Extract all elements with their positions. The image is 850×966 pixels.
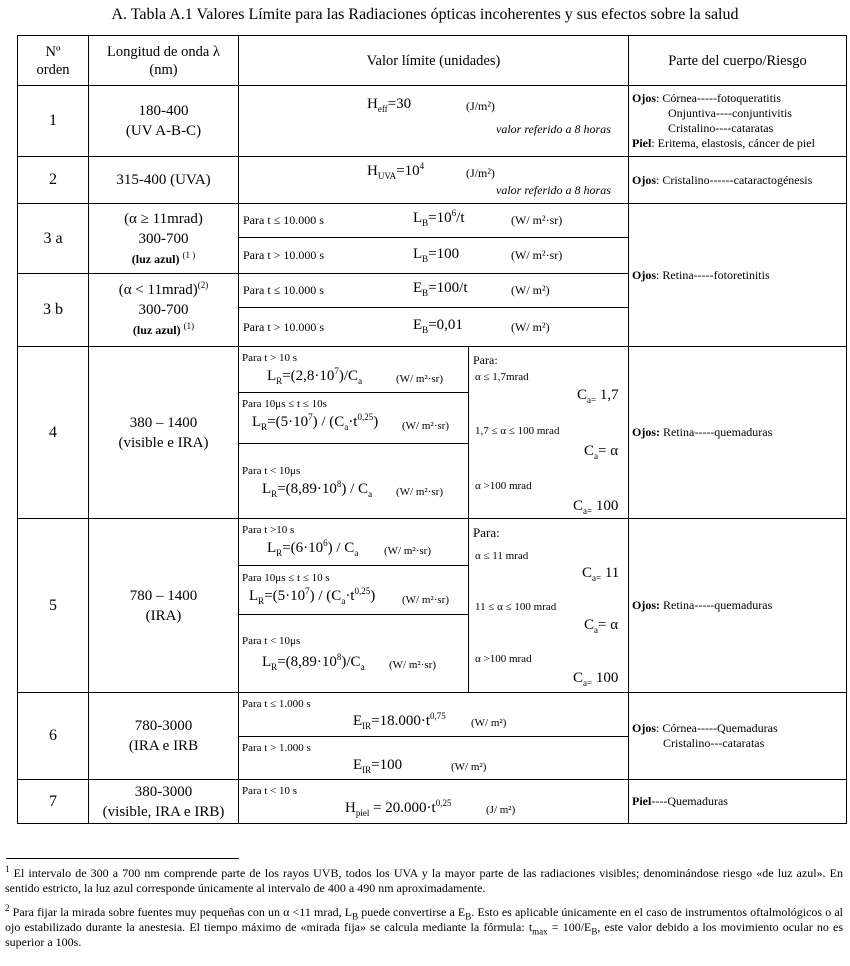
row-1-risk: Ojos: Córnea-----fotoqueratitis Onjuntiva----conjuntivitis Cristalino----cataratas Piel: Eritema, elastosis, cáncer de piel <box>629 86 847 157</box>
limit-values-table <box>17 35 847 824</box>
row-4-alpha-2: 1,7 ≤ α ≤ 100 mrad <box>475 425 560 437</box>
row-3a-unit-1: (W/ m²·sr) <box>511 213 563 227</box>
row-5-formula-2: $L_R=(5\cdot 10^7) / (C_a\cdot t^{0,25})$ <box>249 586 376 606</box>
header-limit-value: Valor límite (unidades) <box>239 36 629 86</box>
row-7-band: (visible, IRA e IRB) <box>102 803 225 820</box>
row-6-wavelength <box>89 693 239 780</box>
footnote-2: $^2$ Para fijar la mirada sobre fuentes muy pequeñas con un α <11 mrad, $L_B$ puede convertirse a $E_B$. Esto es aplicable únicamente en el caso de instrumentos oftalmológicos o al ojo estabilizado durante la anestesia. El tiempo máximo de «mirada fija» se calcula mediante la fórmula: $t_{max} = 100/E_B$, este valor debido a los movimiento ocular no es superior a 100s. <box>5 903 843 949</box>
row-7-cond-1: Para t < 10 s <box>242 785 298 797</box>
row-1-band: (UV A-B-C) <box>125 123 202 139</box>
row-3b-wavelength: (α < 11mrad)$^{(2)}$ 300-700 (luz azul) $^{(1)}$ <box>89 274 239 347</box>
header-body-risk: Parte del cuerpo/Riesgo <box>629 36 847 86</box>
row-2-risk: Ojos: Cristalino------cataractogénesis <box>629 157 847 204</box>
row-6-cond-2: Para t > 1.000 s <box>242 742 311 754</box>
row-2-formula: $H_{UVA}=10^4$ <box>367 161 425 181</box>
row-4-formula-1: $L_R=(2,8\cdot 10^7)/C_a$ <box>267 366 363 386</box>
row-1-formula: $H_{eff}=30$ <box>367 96 412 114</box>
row-3a-condition: (α ≥ 11mrad) <box>124 210 203 227</box>
row-2-limit <box>239 157 629 204</box>
row-3b-band: (luz azul) <box>132 323 181 337</box>
row-3a-number: 3 a <box>18 204 89 274</box>
row-3a-wavelength: (α ≥ 11mrad) 300-700 (luz azul) $^{(1 )}$ <box>89 204 239 274</box>
row-7-formula-1: $H_{piel} = 20.000\cdot t^{0,25}$ <box>345 798 452 818</box>
row-3a-band: (luz azul) <box>131 251 180 266</box>
row-4-cond-3: Para t < 10μs <box>242 465 301 477</box>
row-1-limit <box>239 86 629 157</box>
row-4-para: Para: <box>473 353 498 367</box>
row-5-wavelength <box>89 519 239 693</box>
row-3a-cond-1: Para t ≤ 10.000 s <box>243 213 324 227</box>
row-5-para: Para: <box>473 525 500 540</box>
row-3b-limit-2 <box>239 308 629 347</box>
row-5-alpha-3: α >100 mrad <box>475 653 532 665</box>
row-5-alpha-1: α ≤ 11 mrad <box>475 550 529 562</box>
row-6-unit-2: (W/ m²) <box>451 761 487 773</box>
row-3b-limit-1 <box>239 274 629 308</box>
row-2-note: valor referido a 8 horas <box>496 183 611 197</box>
row-7-unit-1: (J/ m²) <box>486 804 516 816</box>
row-5-range: 780 – 1400 <box>129 587 198 604</box>
row-5-ca-1: $C_{a=}$ 11 <box>582 565 620 583</box>
row-4-wavelength <box>89 347 239 519</box>
row-5-formula-1: $L_R=(6\cdot 10^6) / C_a$ <box>267 538 359 558</box>
row-3b-range: 300-700 <box>138 302 189 318</box>
row-6-unit-1: (W/ m²) <box>471 717 507 729</box>
row-3b-unit-2: (W/ m²) <box>511 320 550 334</box>
row-4-ca-3: $C_{a=}$ 100 <box>573 498 619 516</box>
row-4-unit-1: (W/ m²·sr) <box>396 373 443 385</box>
row-7-wavelength <box>89 780 239 824</box>
row-4-cond-1: Para t > 10 s <box>242 352 298 364</box>
row-1-unit: (J/m²) <box>466 99 495 113</box>
row-4-unit-3: (W/ m²·sr) <box>396 486 443 498</box>
row-6-number: 6 <box>18 693 89 780</box>
row-6-risk: Ojos: Córnea-----Quemaduras Cristalino---cataratas <box>629 693 847 780</box>
row-5-unit-2: (W/ m²·sr) <box>402 594 449 606</box>
row-3b-condition: (α < 11mrad) <box>118 282 198 298</box>
row-7-number: 7 <box>18 780 89 824</box>
row-5-formula-3: $L_R=(8,89\cdot 10^8)/C_a$ <box>262 652 365 672</box>
row-6-range: 780-3000 <box>134 718 193 734</box>
row-3a-formula-1: $L_B=10^6/t$ <box>413 208 465 228</box>
row-5-ca-2: $C_a= \alpha$ <box>584 617 619 635</box>
row-3b-formula-1: $E_B=100/t$ <box>413 280 468 298</box>
table-title: A. Tabla A.1 Valores Límite para las Radiaciones ópticas incoherentes y sus efectos sobre la salud <box>111 6 739 23</box>
table-row-1 <box>18 86 847 157</box>
row-3a-limit-1 <box>239 204 629 238</box>
row-5-unit-1: (W/ m²·sr) <box>384 545 431 557</box>
row-3b-cond-2: Para t > 10.000 s <box>243 320 325 334</box>
row-3a-range: 300-700 <box>138 230 189 247</box>
row-4-risk: Ojos: Retina-----quemaduras <box>629 347 847 519</box>
row-3-risk: Ojos: Retina-----fotoretinitis <box>629 204 847 347</box>
row-4-limit <box>239 347 629 519</box>
row-4-number: 4 <box>18 347 89 519</box>
row-2-unit: (J/m²) <box>466 166 495 180</box>
row-6-formula-1: $E_{IR}=18.000\cdot t^{0,75}$ <box>353 711 446 731</box>
row-3b-formula-2: $E_B=0,01$ <box>413 317 463 335</box>
row-4-alpha-3: α >100 mrad <box>475 480 532 492</box>
row-5-number: 5 <box>18 519 89 693</box>
row-4-range: 380 – 1400 <box>129 414 198 431</box>
table-row-5 <box>18 519 847 693</box>
row-4-cond-2: Para 10μs ≤ t ≤ 10s <box>242 398 327 410</box>
row-3b-cond-1: Para t ≤ 10.000 s <box>243 283 324 297</box>
header-wavelength: Longitud de onda λ (nm) <box>89 36 239 86</box>
row-4-formula-3: $L_R=(8,89\cdot 10^8) / C_a$ <box>262 479 373 499</box>
row-3a-cond-2: Para t > 10.000 s <box>243 248 325 262</box>
table-row-4 <box>18 347 847 519</box>
row-5-limit <box>239 519 629 693</box>
row-6-band: (IRA e IRB <box>128 738 199 754</box>
row-4-alpha-1: α ≤ 1,7mrad <box>475 371 529 383</box>
footnote-separator <box>6 858 239 859</box>
header-order: Nº orden <box>18 36 89 86</box>
table-row-2 <box>18 157 847 204</box>
row-7-limit <box>239 780 629 824</box>
table-row-7 <box>18 780 847 824</box>
table-row-3a-1 <box>18 204 847 238</box>
row-5-risk: Ojos: Retina-----quemaduras <box>629 519 847 693</box>
row-2-wavelength: 315-400 (UVA) <box>89 157 239 204</box>
row-1-range: 180-400 <box>138 103 189 119</box>
row-6-cond-1: Para t ≤ 1.000 s <box>242 698 311 710</box>
row-6-limit-1 <box>239 693 629 737</box>
footnote-1: $^1$ El intervalo de 300 a 700 nm comprende parte de los rayos UVB, todos los UVA y la mayor parte de las radiaciones visibles; denominándose riesgo «de luz azul». En sentido estricto, la luz azul corresponde únicamente al intervalo de 400 a 490 nm aproximadamente. <box>5 864 844 895</box>
row-3a-limit-2 <box>239 238 629 274</box>
row-4-ca-2: $C_a= \alpha$ <box>584 443 619 461</box>
table-row-6-1 <box>18 693 847 737</box>
row-7-range: 380-3000 <box>134 783 193 800</box>
row-6-limit-2 <box>239 737 629 780</box>
row-5-band: (IRA) <box>145 607 182 624</box>
row-4-formula-2: $L_R=(5\cdot 10^7) / (C_a\cdot t^{0,25})$ <box>252 412 379 432</box>
row-4-unit-2: (W/ m²·sr) <box>402 420 449 432</box>
row-3b-number: 3 b <box>18 274 89 347</box>
row-1-note: valor referido a 8 horas <box>496 122 611 136</box>
row-1-number: 1 <box>18 86 89 157</box>
row-2-number: 2 <box>18 157 89 204</box>
row-5-cond-3: Para t < 10μs <box>242 635 301 647</box>
table-header-row <box>18 36 847 86</box>
row-5-cond-1: Para t >10 s <box>242 524 295 536</box>
row-5-unit-3: (W/ m²·sr) <box>389 659 436 671</box>
row-6-formula-2: $E_{IR}=100$ <box>353 757 403 775</box>
row-1-wavelength <box>89 86 239 157</box>
row-3b-unit-1: (W/ m²) <box>511 283 550 297</box>
row-3a-formula-2: $L_B=100$ <box>413 246 460 264</box>
row-5-cond-2: Para 10μs ≤ t ≤ 10 s <box>242 572 330 584</box>
row-4-ca-1: $C_{a=}$ 1,7 <box>577 387 619 405</box>
row-5-ca-3: $C_{a=}$ 100 <box>573 670 619 688</box>
row-5-alpha-2: 11 ≤ α ≤ 100 mrad <box>475 601 557 613</box>
row-3a-unit-2: (W/ m²·sr) <box>511 248 563 262</box>
row-4-band: (visible e IRA) <box>118 434 209 451</box>
row-7-risk: Piel----Quemaduras <box>629 780 847 824</box>
